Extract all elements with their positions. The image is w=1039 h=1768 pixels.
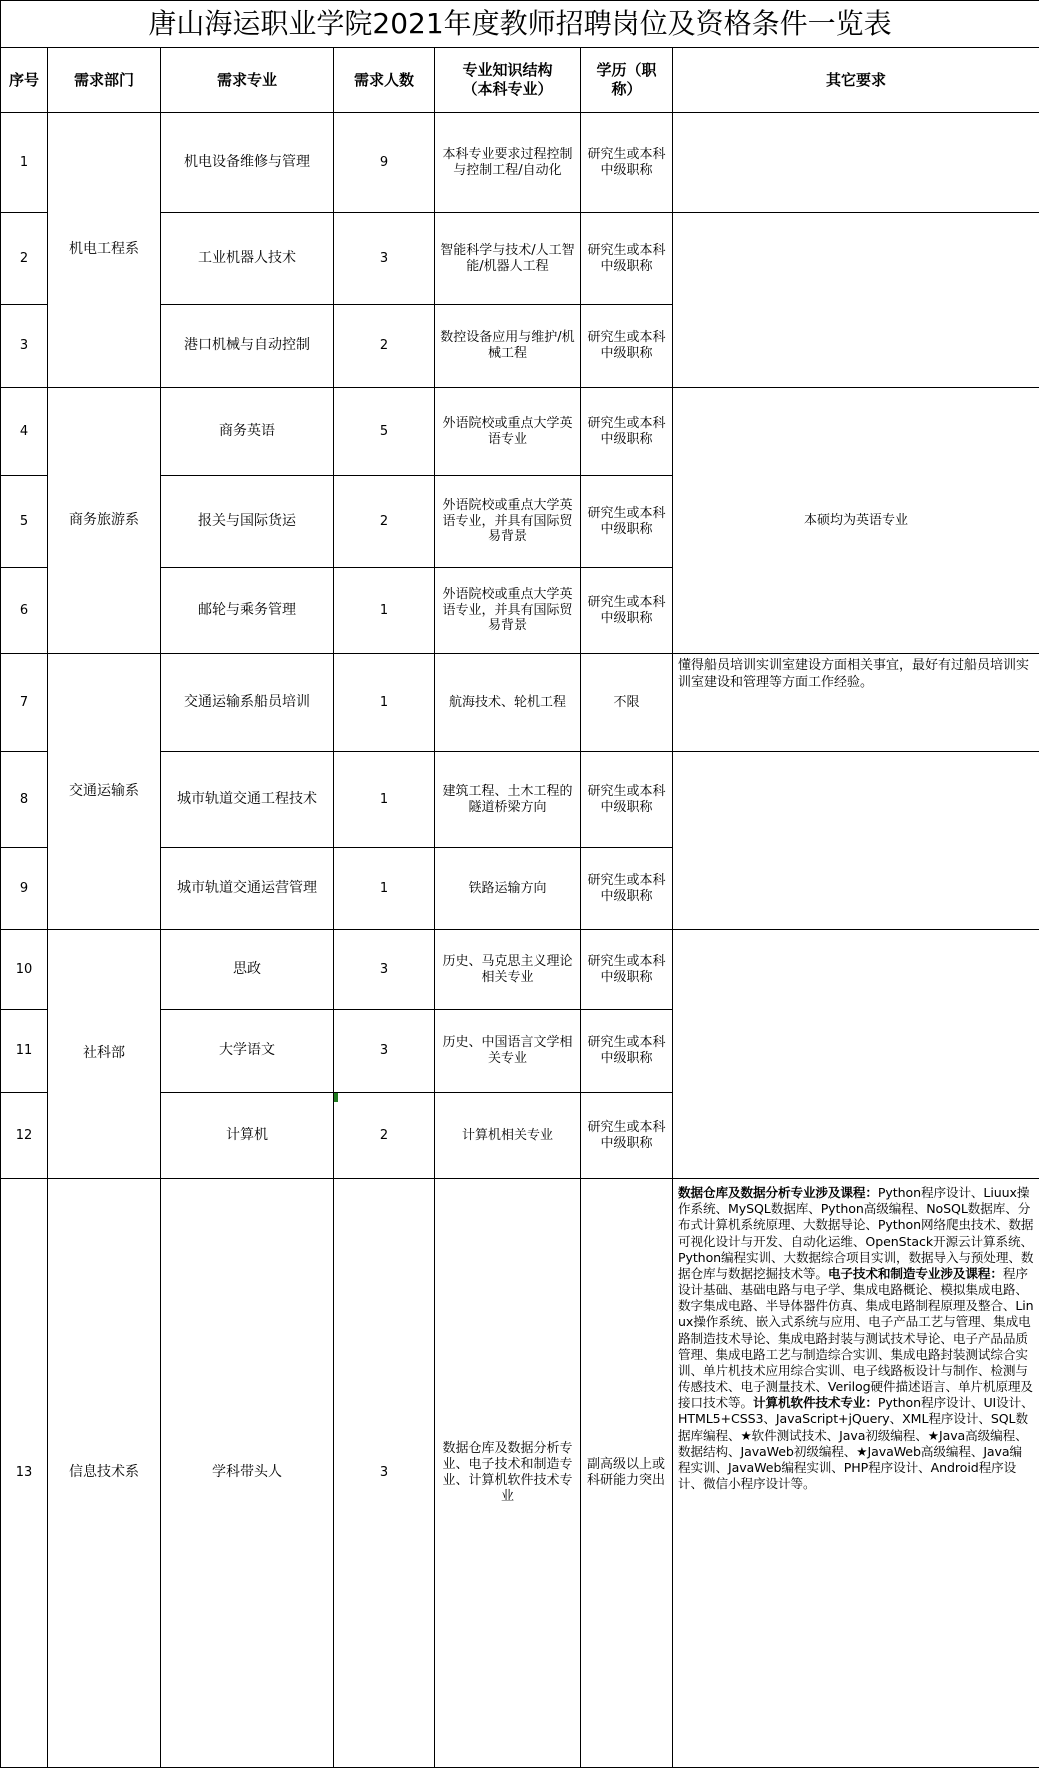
cell-knowledge: 建筑工程、土木工程的隧道桥梁方向 <box>435 752 581 848</box>
cell-count: 5 <box>334 388 435 476</box>
column-header-major: 需求专业 <box>161 48 334 113</box>
title-row <box>1 1 1039 48</box>
cell-major: 城市轨道交通运营管理 <box>161 848 334 930</box>
cell-major: 邮轮与乘务管理 <box>161 568 334 654</box>
cell-index: 7 <box>1 654 48 752</box>
table-row <box>1 113 1039 213</box>
cell-knowledge: 历史、中国语言文学相关专业 <box>435 1010 581 1093</box>
cell-count: 1 <box>334 568 435 654</box>
requirement-body-2: 程序设计基础、基础电路与电子学、集成电路概论、模拟集成电路、数字集成电路、半导体器件仿真、集成电路制程原理及整合、Linux操作系统、嵌入式系统与应用、电子产品工艺与管理、集成电路制造技术导论、集成电路封装与测试技术导论、电子产品品质管理、集成电路工艺与制造综合实训、集成电路封装测试综合实训、单片机技术应用综合实训、电子线路板设计与制作、检测与传感技术、电子测量技术、Verilog硬件描述语言、单片机原理及接口技术等。 <box>678 1266 1034 1410</box>
cell-index: 2 <box>1 213 48 305</box>
cell-education: 研究生或本科中级职称 <box>581 305 673 388</box>
requirement-heading-1: 数据仓库及数据分析专业涉及课程： <box>678 1185 878 1200</box>
column-header-knowledge-line2: （本科专业） <box>438 80 577 99</box>
cell-education: 副高级以上或科研能力突出 <box>581 1179 673 1768</box>
cell-knowledge: 铁路运输方向 <box>435 848 581 930</box>
cell-department: 交通运输系 <box>48 654 161 930</box>
cell-department: 社科部 <box>48 930 161 1179</box>
cell-education: 研究生或本科中级职称 <box>581 213 673 305</box>
cell-major: 报关与国际货运 <box>161 476 334 568</box>
green-artifact-mark <box>334 1093 338 1102</box>
cell-major: 港口机械与自动控制 <box>161 305 334 388</box>
cell-other <box>673 213 1039 388</box>
requirement-body-1: Python程序设计、Liuux操作系统、MySQL数据库、Python高级编程、NoSQL数据库、分布式计算机系统原理、大数据导论、Python网络爬虫技术、数据可视化设计与开发、自动化运维、OpenStack开源云计算系统、Python编程实训、大数据综合项目实训，数据导入与预处理、数据仓库与数据挖掘技术等。 <box>678 1185 1033 1281</box>
cell-index: 6 <box>1 568 48 654</box>
cell-other <box>673 752 1039 930</box>
cell-knowledge: 外语院校或重点大学英语专业，并具有国际贸易背景 <box>435 568 581 654</box>
cell-major: 机电设备维修与管理 <box>161 113 334 213</box>
cell-count: 1 <box>334 654 435 752</box>
column-header-education <box>581 48 673 113</box>
cell-index: 5 <box>1 476 48 568</box>
column-header-knowledge <box>435 48 581 113</box>
cell-education: 研究生或本科中级职称 <box>581 476 673 568</box>
cell-major: 学科带头人 <box>161 1179 334 1768</box>
cell-knowledge: 外语院校或重点大学英语专业 <box>435 388 581 476</box>
cell-major: 大学语文 <box>161 1010 334 1093</box>
table-row <box>1 388 1039 476</box>
cell-count: 3 <box>334 1179 435 1768</box>
cell-count: 3 <box>334 1010 435 1093</box>
cell-index: 11 <box>1 1010 48 1093</box>
column-header-other: 其它要求 <box>673 48 1039 113</box>
table-header-row <box>1 48 1039 113</box>
cell-index: 3 <box>1 305 48 388</box>
cell-major: 城市轨道交通工程技术 <box>161 752 334 848</box>
cell-knowledge: 航海技术、轮机工程 <box>435 654 581 752</box>
cell-education: 研究生或本科中级职称 <box>581 752 673 848</box>
cell-department: 机电工程系 <box>48 113 161 388</box>
cell-count-value: 2 <box>380 1128 388 1143</box>
column-header-index: 序号 <box>1 48 48 113</box>
cell-count: 2 <box>334 476 435 568</box>
cell-department: 商务旅游系 <box>48 388 161 654</box>
cell-index: 1 <box>1 113 48 213</box>
cell-count: 2 <box>334 305 435 388</box>
cell-education: 不限 <box>581 654 673 752</box>
cell-count: 1 <box>334 752 435 848</box>
cell-other-requirements-detail <box>673 1179 1039 1768</box>
cell-major: 计算机 <box>161 1093 334 1179</box>
table-row <box>1 1179 1039 1768</box>
cell-index: 12 <box>1 1093 48 1179</box>
cell-education: 研究生或本科中级职称 <box>581 113 673 213</box>
cell-major: 工业机器人技术 <box>161 213 334 305</box>
cell-index: 13 <box>1 1179 48 1768</box>
cell-other: 懂得船员培训实训室建设方面相关事宜，最好有过船员培训实训室建设和管理等方面工作经验。 <box>673 654 1039 752</box>
requirement-heading-2: 电子技术和制造专业涉及课程： <box>828 1266 1003 1281</box>
cell-count <box>334 1093 435 1179</box>
column-header-department: 需求部门 <box>48 48 161 113</box>
cell-education: 研究生或本科中级职称 <box>581 388 673 476</box>
table-row <box>1 930 1039 1010</box>
table-row <box>1 654 1039 752</box>
cell-major: 商务英语 <box>161 388 334 476</box>
cell-index: 8 <box>1 752 48 848</box>
cell-count: 1 <box>334 848 435 930</box>
cell-knowledge: 外语院校或重点大学英语专业，并具有国际贸易背景 <box>435 476 581 568</box>
cell-index: 9 <box>1 848 48 930</box>
cell-education: 研究生或本科中级职称 <box>581 1010 673 1093</box>
cell-count: 3 <box>334 930 435 1010</box>
cell-count: 3 <box>334 213 435 305</box>
cell-department: 信息技术系 <box>48 1179 161 1768</box>
cell-major: 交通运输系船员培训 <box>161 654 334 752</box>
page-title: 唐山海运职业学院2021年度教师招聘岗位及资格条件一览表 <box>1 1 1039 48</box>
cell-other: 本硕均为英语专业 <box>673 388 1039 654</box>
cell-knowledge: 本科专业要求过程控制与控制工程/自动化 <box>435 113 581 213</box>
cell-index: 4 <box>1 388 48 476</box>
column-header-education-line2: 称） <box>584 80 669 99</box>
cell-knowledge: 数控设备应用与维护/机械工程 <box>435 305 581 388</box>
cell-other <box>673 930 1039 1179</box>
requirement-body-3: Python程序设计、UI设计、HTML5+CSS3、JavaScript+jQuery、XML程序设计、SQL数据库编程、★软件测试技术、Java初级编程、★Java高级编程、数据结构、JavaWeb初级编程、★JavaWeb高级编程、Java编程实训、JavaWeb编程实训、PHP程序设计、Android程序设计、微信小程序设计等。 <box>678 1395 1034 1491</box>
cell-index: 10 <box>1 930 48 1010</box>
column-header-education-line1: 学历（职 <box>584 61 669 80</box>
column-header-count: 需求人数 <box>334 48 435 113</box>
requirement-heading-3: 计算机软件技术专业： <box>753 1395 878 1410</box>
cell-knowledge: 数据仓库及数据分析专业、电子技术和制造专业、计算机软件技术专业 <box>435 1179 581 1768</box>
cell-education: 研究生或本科中级职称 <box>581 930 673 1010</box>
cell-education: 研究生或本科中级职称 <box>581 848 673 930</box>
cell-other <box>673 113 1039 213</box>
cell-major: 思政 <box>161 930 334 1010</box>
cell-count: 9 <box>334 113 435 213</box>
cell-knowledge: 计算机相关专业 <box>435 1093 581 1179</box>
cell-knowledge: 历史、马克思主义理论相关专业 <box>435 930 581 1010</box>
cell-education: 研究生或本科中级职称 <box>581 1093 673 1179</box>
cell-education: 研究生或本科中级职称 <box>581 568 673 654</box>
cell-knowledge: 智能科学与技术/人工智能/机器人工程 <box>435 213 581 305</box>
column-header-knowledge-line1: 专业知识结构 <box>438 61 577 80</box>
